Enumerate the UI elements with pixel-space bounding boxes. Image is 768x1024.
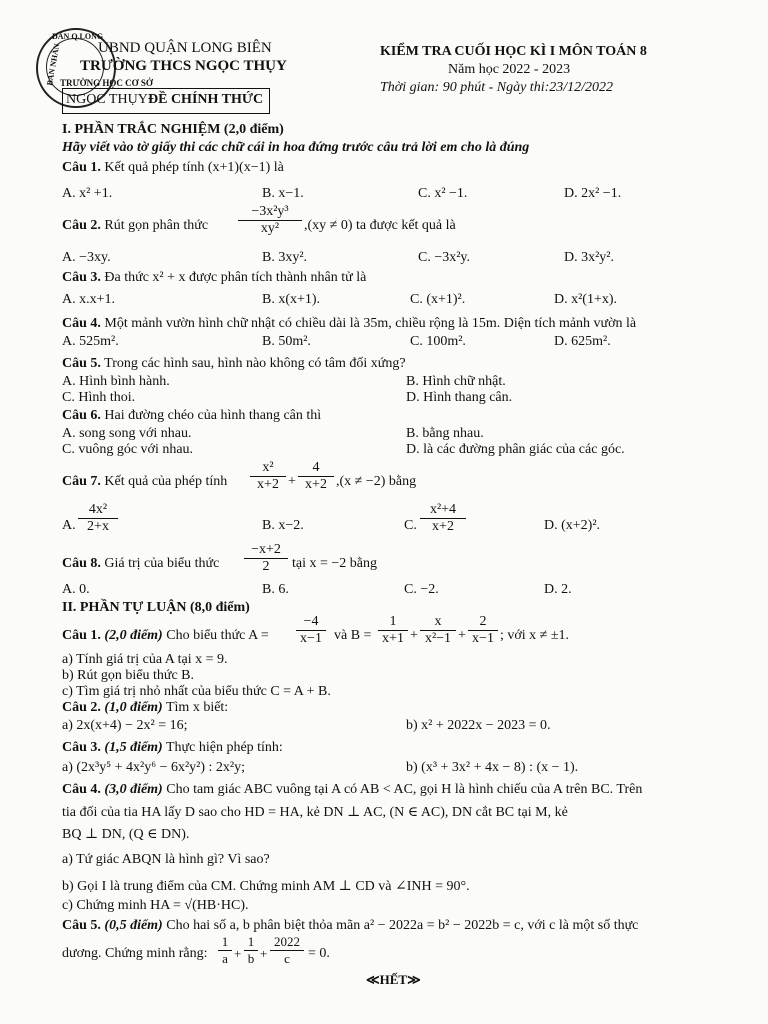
q2-option-b: B. 3xy². [262, 250, 308, 265]
c4-part-c: c) Chứng minh HA = √(HB·HC). [62, 898, 249, 913]
q7-plus: + [288, 474, 296, 489]
c1-and-b: và B = [334, 628, 372, 643]
q7-option-a: 4x² 2+x [78, 502, 118, 535]
q6-option-a: A. song song với nhau. [62, 426, 192, 441]
c4-line-2: tia đối của tia HA lấy D sao cho HD = HA, kẻ DN ⊥ AC, (N ∈ AC), DN cắt BC tại M, kẻ [62, 805, 568, 820]
q7-option-b: B. x−2. [262, 518, 304, 533]
q7-fraction-2: 4 x+2 [298, 460, 334, 493]
q1-option-b: B. x−1. [262, 186, 304, 201]
official-box-prefix: NGỌC THỤY [66, 92, 148, 107]
c5-fraction-3: 2022 c [270, 934, 304, 967]
q2-stem-end: ,(xy ≠ 0) ta được kết quả là [304, 218, 456, 233]
q2-fraction: −3x²y³ xy² [238, 204, 302, 237]
q1-option-c: C. x² −1. [418, 186, 468, 201]
q8-option-a: A. 0. [62, 582, 90, 597]
q6-stem: Câu 6. Hai đường chéo của hình thang cân thì [62, 408, 322, 423]
q4-stem: Câu 4. Một mảnh vườn hình chữ nhật có chiều dài là 35m, chiều rộng là 15m. Diện tích mảnh vườn là [62, 316, 637, 331]
q6-option-d: D. là các đường phân giác của các góc. [406, 442, 625, 457]
c1-fraction-a: −4 x−1 [296, 614, 326, 647]
q5-option-b: B. Hình chữ nhật. [406, 374, 506, 389]
q1-option-a: A. x² +1. [62, 186, 113, 201]
c4-part-a: a) Tứ giác ABQN là hình gì? Vì sao? [62, 852, 270, 867]
q3-option-b: B. x(x+1). [262, 292, 321, 307]
c1-fraction-b3: 2 x−1 [468, 614, 498, 647]
c4-part-b: b) Gọi I là trung điểm của CM. Chứng minh AM ⊥ CD và ∠INH = 90°. [62, 879, 470, 894]
q7-fraction-1: x² x+2 [250, 460, 286, 493]
stamp-school-text: TRƯỜNG HỌC CƠ SỞ [60, 78, 153, 88]
c1-condition: ; với x ≠ ±1. [500, 628, 570, 643]
q3-option-d: D. x²(1+x). [554, 292, 618, 307]
c1-stem-start: Câu 1. (2,0 điểm) Cho biểu thức A = [62, 628, 269, 643]
q3-stem: Câu 3. Đa thức x² + x được phân tích thành nhân tử là [62, 270, 367, 285]
school-year: Năm học 2022 - 2023 [448, 62, 571, 77]
exam-page: DÂN Q.LONG BAN NHÂN UBND QUẬN LONG BIÊN TRƯỜNG THCS NGỌC THỤY TRƯỜNG HỌC CƠ SỞ NGỌC THỤY ĐỀ CHÍNH THỨC KIỂM TRA CUỐI HỌC KÌ I MÔN TOÁN 8 Năm học 2022 - 2023 Thời gian: 90 phút - Ngày thi:23/12/2022 I. PHẦN TRẮC NGHIỆM (2,0 điểm) Hãy viết vào tờ giấy thi các chữ cái in hoa đứng trước câu trả lời em cho là đúng Câu 1. Kết quả phép tính (x+1)(x−1) là A. x² +1. B. x−1. C. x² −1. D. 2x² −1. Câu 2. Rút gọn phân thức −3x²y³ xy² ,(xy ≠ 0) ta được kết quả là A. −3xy. B. 3xy². C. −3x²y. D. 3x²y². Câu 3. Đa thức x² + x được phân tích thành nhân tử là A. x.x+1. B. x(x+1). C. (x+1)². D. x²(1+x). Câu 4. Một mảnh vườn hình chữ nhật có chiều dài là 35m, chiều rộng là 15m. Diện tích mảnh vườn là A. 525m². B. 50m². C. 100m². D. 625m². Câu 5. Trong các hình sau, hình nào không có tâm đối xứng? A. Hình bình hành. B. Hình chữ nhật. C. Hình thoi. D. Hình thang cân. Câu 6. Hai đường chéo của hình thang cân thì A. song song với nhau. B. bằng nhau. C. vuông góc với nhau. D. là các đường phân giác của các góc. Câu 7. Kết quả của phép tính x² x+2 + 4 x+2 ,(x ≠ −2) bằng A. 4x² 2+x B. x−2. C. x²+4 x+2 D. (x+2)². Câu 8. Giá trị của biểu thức −x+2 2 tại x = −2 bằng A. 0. B. 6. C. −2. D. 2. II. PHẦN TỰ LUẬN (8,0 điểm) Câu 1. (2,0 điểm) Cho biểu thức A = −4 x−1 và B = 1 x+1 + x x²−1 + 2 x−1 ; với x ≠ ±1. a) Tính giá trị của A tại x = 9. b) Rút gọn biểu thức B. c) Tìm giá trị nhỏ nhất của biểu thức C = A + B. Câu 2. (1,0 điểm) Tìm x biết: a) 2x(x+4) − 2x² = 16; b) x² + 2022x − 2023 = 0. Câu 3. (1,5 điểm) Thực hiện phép tính: a) (2x³y⁵ + 4x²y⁶ − 6x²y²) : 2x²y; b) (x³ + 3x² + 4x − 8) : (x − 1). Câu 4. (3,0 điểm) Cho tam giác ABC vuông tại A có AB < AC, gọi H là hình chiếu của A trên BC. Trên tia đối của tia HA lấy D sao cho HD = HA, kẻ DN ⊥ AC, (N ∈ AC), DN cắt BC tại M, kẻ BQ ⊥ DN, (Q ∈ DN). a) Tứ giác ABQN là hình gì? Vì sao? b) Gọi I là trung điểm của CM. Chứng minh AM ⊥ CD và ∠INH = 90°. c) Chứng minh HA = √(HB·HC). Câu 5. (0,5 điểm) Cho hai số a, b phân biệt thỏa mãn a² − 2022a = b² − 2022b = c, với c là một số thực dương. Chứng minh rằng: 1 a + 1 b + 2022 c = 0. ≪HẾT≫ [0, 0, 768, 1024]
q6-option-c: C. vuông góc với nhau. [62, 442, 194, 457]
q1-stem: Câu 1. Kết quả phép tính (x+1)(x−1) là [62, 160, 284, 175]
part2-heading: II. PHẦN TỰ LUẬN (8,0 điểm) [62, 600, 250, 615]
q7-option-c: x²+4 x+2 [420, 502, 466, 535]
q8-stem-end: tại x = −2 bằng [292, 556, 377, 571]
c2-stem: Câu 2. (1,0 điểm) Tìm x biết: [62, 700, 229, 715]
q4-option-a: A. 525m². [62, 334, 119, 349]
q7-stem-end: ,(x ≠ −2) bằng [336, 474, 417, 489]
c5-line-2-start: dương. Chứng minh rằng: [62, 946, 208, 961]
q2-stem-start: Câu 2. Rút gọn phân thức [62, 218, 209, 233]
c3-part-b: b) (x³ + 3x² + 4x − 8) : (x − 1). [406, 760, 579, 775]
c1-part-c: c) Tìm giá trị nhỏ nhất của biểu thức C = A + B. [62, 684, 331, 699]
q1-option-d: D. 2x² −1. [564, 186, 622, 201]
q7-stem-start: Câu 7. Kết quả của phép tính [62, 474, 228, 489]
q8-option-b: B. 6. [262, 582, 289, 597]
part1-heading: I. PHẦN TRẮC NGHIỆM (2,0 điểm) [62, 122, 284, 137]
q3-option-c: C. (x+1)². [410, 292, 466, 307]
q8-stem-start: Câu 8. Giá trị của biểu thức [62, 556, 220, 571]
c5-line-1: Câu 5. (0,5 điểm) Cho hai số a, b phân biệt thỏa mãn a² − 2022a = b² − 2022b = c, với c là một số thực [62, 918, 639, 933]
c5-line-2-end: = 0. [308, 946, 330, 961]
c2-part-b: b) x² + 2022x − 2023 = 0. [406, 718, 551, 733]
exam-time: Thời gian: 90 phút - Ngày thi:23/12/2022 [380, 80, 614, 95]
c1-part-b: b) Rút gọn biểu thức B. [62, 668, 195, 683]
q8-option-d: D. 2. [544, 582, 572, 597]
q2-option-c: C. −3x²y. [418, 250, 471, 265]
part1-instruction: Hãy viết vào tờ giấy thi các chữ cái in hoa đứng trước câu trả lời em cho là đúng [62, 140, 530, 155]
c5-fraction-1: 1 a [218, 934, 232, 967]
q7-option-c-label: C. [404, 518, 417, 533]
c1-fraction-b1: 1 x+1 [378, 614, 408, 647]
q6-option-b: B. bằng nhau. [406, 426, 484, 441]
c4-line-1: Câu 4. (3,0 điểm) Cho tam giác ABC vuông tại A có AB < AC, gọi H là hình chiếu của A trên BC. Trên [62, 782, 643, 797]
q4-option-d: D. 625m². [554, 334, 611, 349]
q5-option-d: D. Hình thang cân. [406, 390, 513, 405]
c4-line-3: BQ ⊥ DN, (Q ∈ DN). [62, 827, 190, 842]
q2-option-a: A. −3xy. [62, 250, 111, 265]
end-mark: ≪HẾT≫ [366, 972, 421, 987]
c1-fraction-b2: x x²−1 [420, 614, 456, 647]
q5-option-c: C. Hình thoi. [62, 390, 136, 405]
q4-option-b: B. 50m². [262, 334, 311, 349]
q5-stem: Câu 5. Trong các hình sau, hình nào không có tâm đối xứng? [62, 356, 406, 371]
school-stamp: DÂN Q.LONG BAN NHÂN [36, 28, 116, 108]
q7-option-a-label: A. [62, 518, 76, 533]
q5-option-a: A. Hình bình hành. [62, 374, 170, 389]
q8-fraction: −x+2 2 [244, 542, 288, 575]
q7-option-d: D. (x+2)². [544, 518, 601, 533]
c5-fraction-2: 1 b [244, 934, 258, 967]
school-name: TRƯỜNG THCS NGỌC THỤY [80, 58, 287, 74]
q3-option-a: A. x.x+1. [62, 292, 116, 307]
official-label: ĐỀ CHÍNH THỨC [148, 92, 264, 107]
exam-title: KIỂM TRA CUỐI HỌC KÌ I MÔN TOÁN 8 [380, 44, 647, 59]
c3-part-a: a) (2x³y⁵ + 4x²y⁶ − 6x²y²) : 2x²y; [62, 760, 246, 775]
c2-part-a: a) 2x(x+4) − 2x² = 16; [62, 718, 188, 733]
district-name: UBND QUẬN LONG BIÊN [98, 40, 272, 56]
c3-stem: Câu 3. (1,5 điểm) Thực hiện phép tính: [62, 740, 283, 755]
q4-option-c: C. 100m². [410, 334, 466, 349]
q2-option-d: D. 3x²y². [564, 250, 615, 265]
c1-part-a: a) Tính giá trị của A tại x = 9. [62, 652, 228, 667]
q8-option-c: C. −2. [404, 582, 439, 597]
